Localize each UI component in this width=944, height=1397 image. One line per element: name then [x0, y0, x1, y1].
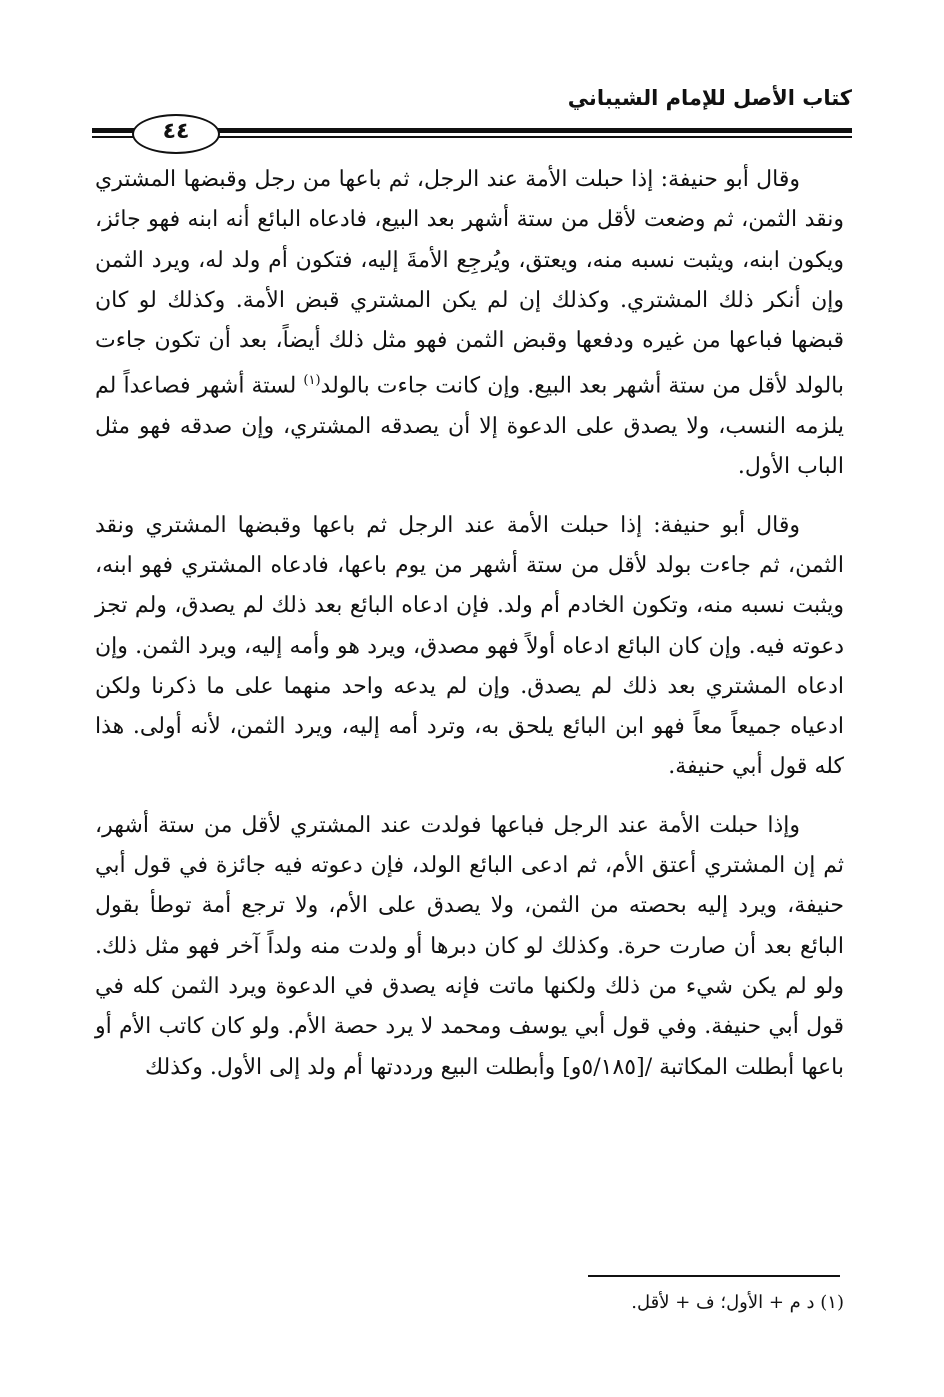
page-header: [92, 80, 852, 170]
main-text: [95, 160, 844, 1106]
footnote-separator: [588, 1275, 840, 1277]
paragraph-3: وإذا حبلت الأمة عند الرجل فباعها فولدت عند المشتري لأقل من ستة أشهر، ثم إن المشتري أعتق الأم، ثم ادعى البائع الولد، فإن دعوته فيه جائزة في قول أبي حنيفة، ويرد إليه بحصته من الثمن، ولا يصدق على الأم، ولا ترجع أمة توطأ بقول البائع بعد أن صارت حرة. وكذلك لو كان دبرها أو ولدت منه ولداً آخر فهو مثل ذلك. ولو لم يكن شيء من ذلك ولكنها ماتت فإنه يصدق في الدعوة ويرد الثمن كله في قول أبي حنيفة. وفي قول أبي يوسف ومحمد لا يرد حصة الأم. ولو كان كاتب الأم أو باعها أبطلت المكاتبة /[٥/١٨٥و] وأبطلت البيع ورددتها أم ولد إلى الأول. وكذلك: [95, 812, 844, 1080]
page-number: ٤٤: [162, 119, 190, 144]
running-title: كتاب الأصل للإمام الشيباني: [567, 86, 852, 110]
paragraph-2: وقال أبو حنيفة: إذا حبلت الأمة عند الرجل ثم باعها وقبضها المشتري ونقد الثمن، ثم جاءت بولد لأقل من ستة أشهر من يوم باعها، فادعاه المشتري فهو ابنه، ويثبت نسبه منه، وتكون الخادم أم ولد. فإن ادعاه البائع بعد ذلك لم يصدق، ولم تجز دعوته فيه. وإن كان البائع ادعاه أولاً فهو مصدق، ويرد هو وأمه إليه، ويرد الثمن. وإن ادعاه المشتري بعد ذلك لم يصدق. وإن لم يدعه واحد منهما على ما ذكرنا ولكن ادعياه جميعاً معاً فهو ابن البائع يلحق به، وترد أمه إليه، ويرد الثمن، لأنه أولى. هذا كله قول أبي حنيفة.: [95, 512, 844, 780]
footnote-reference: (١): [303, 373, 321, 389]
paragraph-1: [95, 160, 844, 488]
footnote: (١) د م + الأول؛ ف + لأقل.: [631, 1292, 844, 1313]
page-number-badge: [132, 114, 220, 154]
paragraph-1-text-b: لستة أشهر فصاعداً لم يلزمه النسب، ولا يصدق على الدعوة إلا أن يصدقه المشتري، وإن صدقه فهو مثل الباب الأول.: [95, 373, 844, 480]
paragraph-1-text-a: وقال أبو حنيفة: إذا حبلت الأمة عند الرجل، ثم باعها من رجل وقبضها المشتري ونقد الثمن، ثم وضعت لأقل من ستة أشهر بعد البيع، فادعاه البائع أنه ابنه فهو جائز، ويكون ابنه، ويثبت نسبه منه، ويعتق، ويُرجِع الأمةَ إليه، فتكون أم ولد له، ويرد الثمن وإن أنكر ذلك المشتري. وكذلك إن لم يكن المشتري قبض الأمة. وكذلك لو كان قبضها فباعها من غيره ودفعها وقبض الثمن فهو مثل ذلك أيضاً، بعد أن تكون جاءت بالولد لأقل من ستة أشهر بعد البيع. وإن كانت جاءت بالولد: [95, 167, 844, 399]
